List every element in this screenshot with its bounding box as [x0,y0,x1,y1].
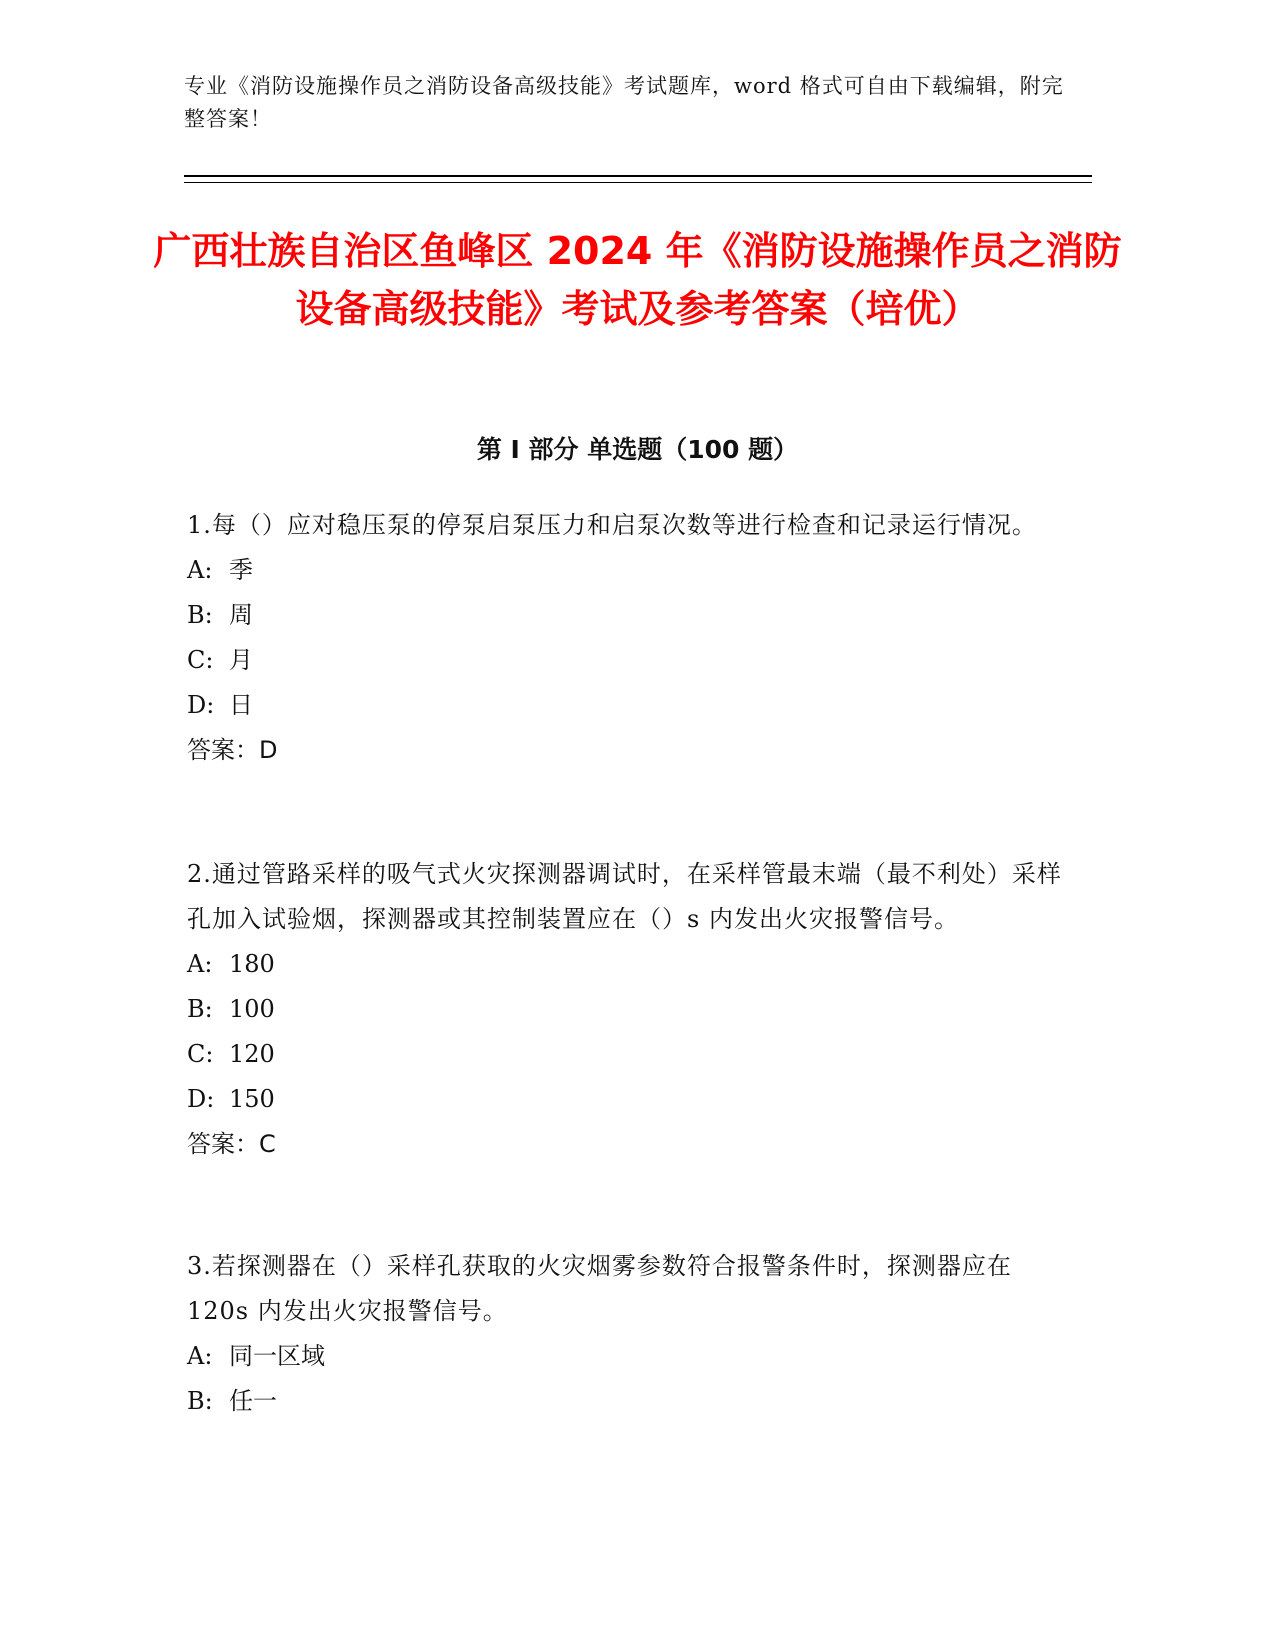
question-stem: 1.每（）应对稳压泵的停泵启泵压力和启泵次数等进行检查和记录运行情况。 [187,511,1037,539]
option-a [187,942,1067,987]
question-stem: 2.通过管路采样的吸气式火灾探测器调试时，在采样管最末端（最不利处）采样孔加入试验烟，探测器或其控制装置应在（）s 内发出火灾报警信号。 [187,860,1062,933]
option-c [187,1032,1067,1077]
option-text: 任一 [229,1387,277,1415]
option-text: 100 [229,995,275,1023]
option-text: 150 [229,1085,275,1113]
question-1 [187,503,1067,773]
header-rule-thin [184,182,1092,183]
option-b [187,1379,1067,1424]
option-text: 180 [229,950,275,978]
option-d [187,683,1067,728]
option-letter: A: [187,950,213,978]
question-stem: 3.若探测器在（）采样孔获取的火灾烟雾参数符合报警条件时，探测器应在 120s 内发出火灾报警信号。 [187,1252,1012,1325]
option-letter: D: [187,691,215,719]
option-text: 周 [229,601,253,629]
section-title: 第 I 部分 单选题（100 题） [476,435,799,464]
header-note: 专业《消防设施操作员之消防设备高级技能》考试题库，word 格式可自由下载编辑，附完整答案！ [184,74,1064,131]
answer: 答案：D [187,736,278,764]
option-letter: C: [187,646,214,674]
option-text: 日 [229,691,253,719]
option-letter: C: [187,1040,214,1068]
option-letter: A: [187,556,213,584]
option-a [187,548,1067,593]
document-title: 广西壮族自治区鱼峰区 2024 年《消防设施操作员之消防设备高级技能》考试及参考答案（培优） [153,229,1122,331]
option-text: 同一区域 [229,1342,325,1370]
option-letter: D: [187,1085,215,1113]
question-3 [187,1244,1067,1424]
option-a [187,1334,1067,1379]
option-text: 120 [229,1040,275,1068]
header-rule-thick [184,175,1092,177]
option-letter: B: [187,995,213,1023]
option-letter: B: [187,1387,213,1415]
option-c [187,638,1067,683]
option-text: 季 [229,556,253,584]
option-letter: A: [187,1342,213,1370]
option-text: 月 [229,646,253,674]
option-b [187,593,1067,638]
answer: 答案：C [187,1130,276,1158]
option-d [187,1077,1067,1122]
option-b [187,987,1067,1032]
question-2 [187,852,1067,1167]
option-letter: B: [187,601,213,629]
